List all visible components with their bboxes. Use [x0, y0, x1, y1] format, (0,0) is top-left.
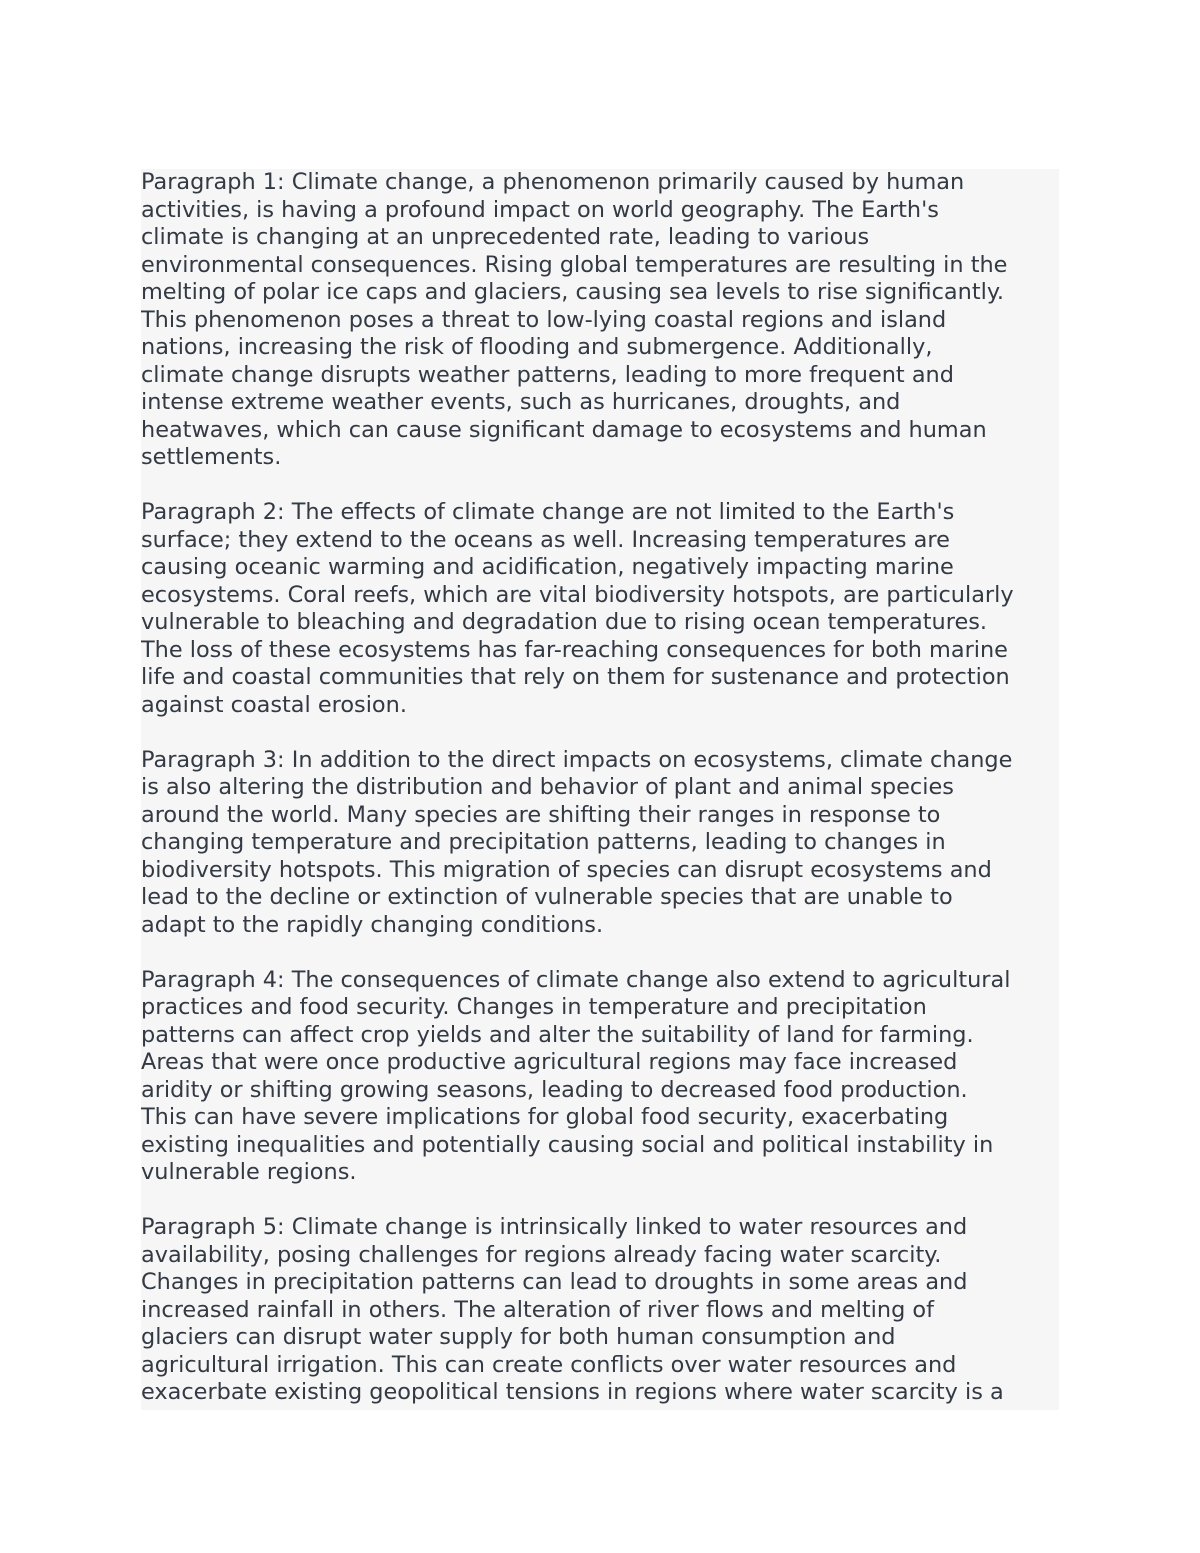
document-text-block	[141, 169, 1059, 1410]
paragraph-2: Paragraph 2: The effects of climate change are not limited to the Earth's surface; they extend to the oceans as well. Increasing temperatures are causing oceanic warming and acidification, negatively impacting marine ecosystems. Coral reefs, which are vital biodiversity hotspots, are particularly vulnerable to bleaching and degradation due to rising ocean temperatures. The loss of these ecosystems has far-reaching consequences for both marine life and coastal communities that rely on them for sustenance and protection against coastal erosion.	[141, 499, 1014, 718]
paragraph-3: Paragraph 3: In addition to the direct impacts on ecosystems, climate change is also altering the distribution and behavior of plant and animal species around the world. Many species are shifting their ranges in response to changing temperature and precipitation patterns, leading to changes in biodiversity hotspots. This migration of species can disrupt ecosystems and lead to the decline or extinction of vulnerable species that are unable to adapt to the rapidly changing conditions.	[141, 746, 1013, 938]
paragraph-5: Paragraph 5: Climate change is intrinsically linked to water resources and availability, posing challenges for regions already facing water scarcity. Changes in precipitation patterns can lead to droughts in some areas and increased rainfall in others. The alteration of river flows and melting of glaciers can disrupt water supply for both human consumption and agricultural irrigation. This can create conflicts over water resources and exacerbate existing geopolitical tensions in regions where water scarcity is a	[141, 1214, 1004, 1405]
paragraph-gap	[141, 939, 1059, 967]
paragraph-1: Paragraph 1: Climate change, a phenomenon primarily caused by human activities, is having a profound impact on world geography. The Earth's climate is changing at an unprecedented rate, leading to various environmental consequences. Rising global temperatures are resulting in the melting of polar ice caps and glaciers, causing sea levels to rise significantly. This phenomenon poses a threat to low-lying coastal regions and island nations, increasing the risk of flooding and submergence. Additionally, climate change disrupts weather patterns, leading to more frequent and intense extreme weather events, such as hurricanes, droughts, and heatwaves, which can cause significant damage to ecosystems and human settlements.	[141, 169, 1008, 470]
paragraph-gap	[141, 472, 1059, 500]
paragraph-4: Paragraph 4: The consequences of climate change also extend to agricultural practices and food security. Changes in temperature and precipitation patterns can affect crop yields and alter the suitability of land for farming. Areas that were once productive agricultural regions may face increased aridity or shifting growing seasons, leading to decreased food production. This can have severe implications for global food security, exacerbating existing inequalities and potentially causing social and political instability in vulnerable regions.	[141, 966, 1011, 1185]
paragraph-gap	[141, 1187, 1059, 1215]
paragraph-gap	[141, 719, 1059, 747]
